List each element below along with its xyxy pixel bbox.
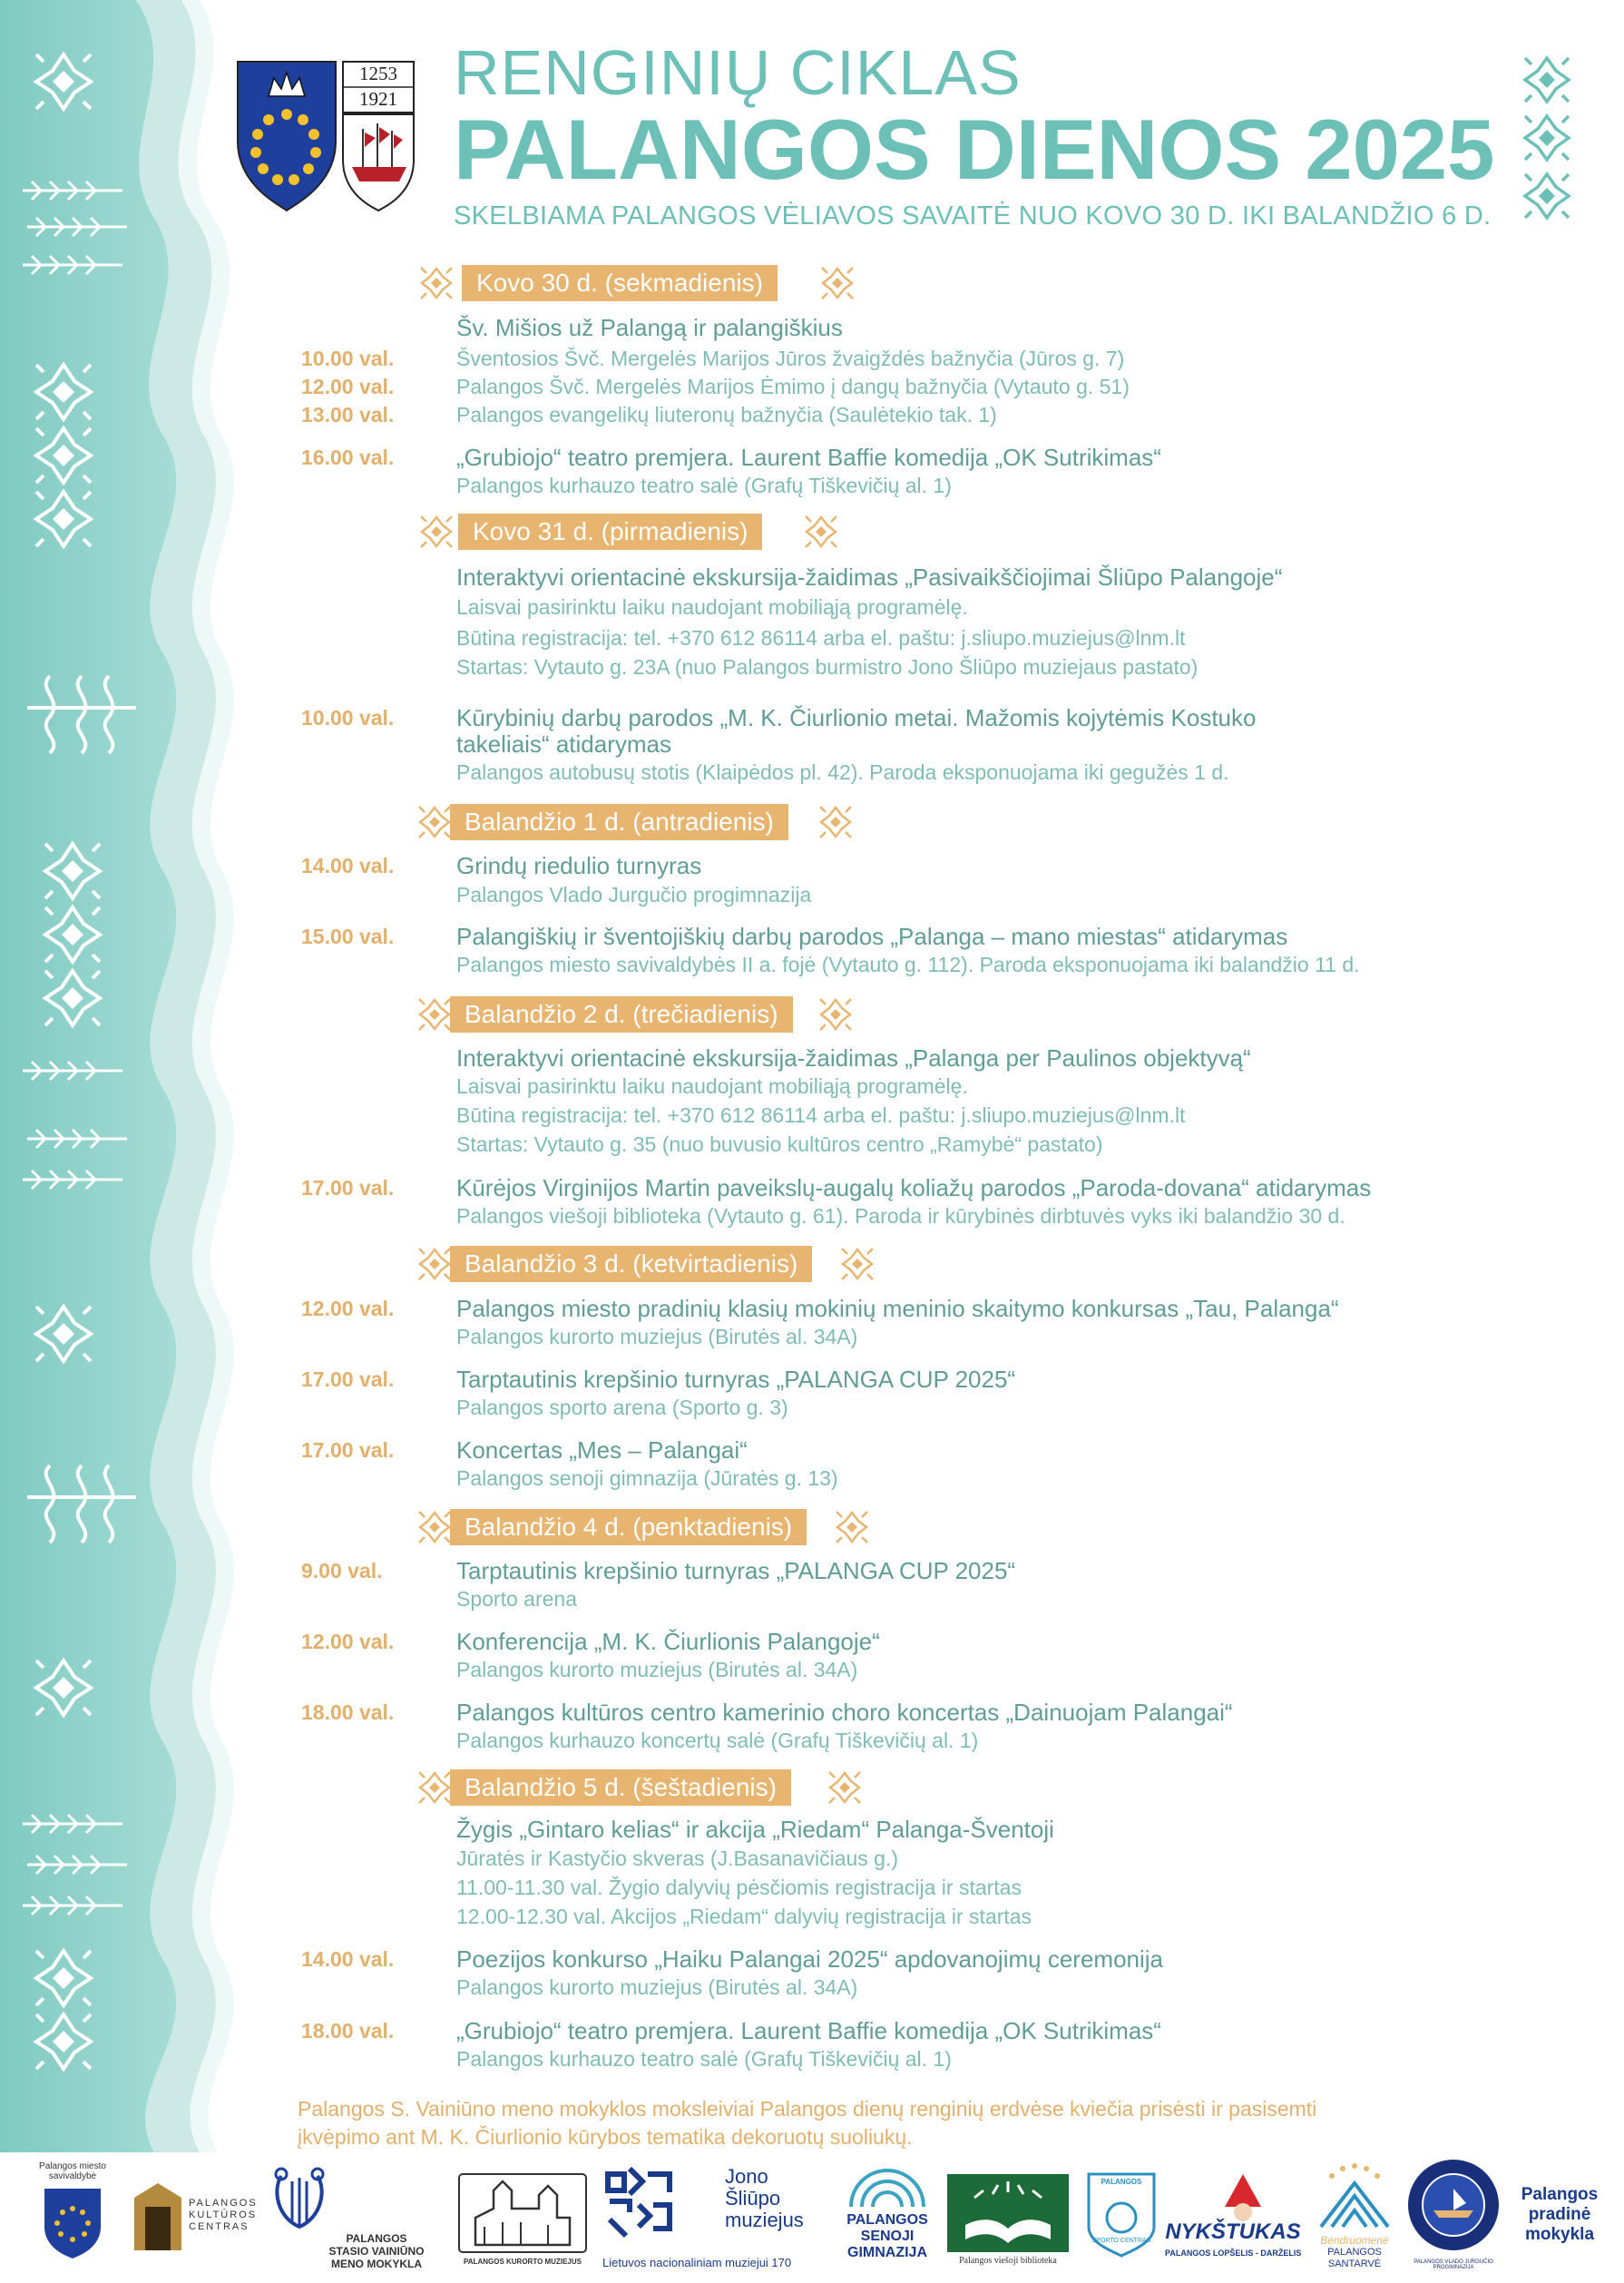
jurgucio-school-logo — [1406, 2158, 1501, 2270]
title-line-2: PALANGOS DIENOS 2025 — [454, 102, 1495, 197]
primary-school-logo — [1510, 2185, 1609, 2258]
municipality-logo — [27, 2161, 118, 2270]
event-registration: Būtina registracija: tel. +370 612 86114 arba el. paštu: j.sliupo.muziejus@lnm.lt — [456, 626, 1186, 650]
gym-line1: PALANGOS — [846, 2212, 928, 2228]
snowflake-icon — [827, 1769, 863, 1806]
santarve-line1: Bendruomenė — [1320, 2234, 1389, 2247]
event-title: Kūrėjos Virginijos Martin paveikslų-augalų koliažų parodos „Paroda-dovana“ atidarymas — [456, 1174, 1372, 1201]
municipality-name: Palangos miesto savivaldybė — [39, 2161, 106, 2181]
event-title: Kūrybinių darbų parodos „M. K. Čiurlionio metai. Mažomis kojytėmis Kostuko — [456, 704, 1257, 731]
day-label: Kovo 30 d. (sekmadienis) — [462, 265, 778, 301]
sliupo-sub: Lietuvos nacionaliniam muziejui 170 — [602, 2256, 792, 2269]
event-location: Palangos kurorto muziejus (Birutės al. 34A) — [456, 1325, 858, 1348]
event-location: Palangos evangelikų liuteronų bažnyčia (Saulėtekio tak. 1) — [456, 403, 997, 426]
snowflake-icon — [416, 804, 453, 840]
event-time: 14.00 val. — [301, 854, 395, 877]
event-title: Interaktyvi orientacinė ekskursija-žaidimas „Pasivaikščiojimai Šliūpo Palangoje“ — [456, 563, 1283, 591]
event-time: 18.00 val. — [301, 2019, 395, 2043]
art-school-line1: PALANGOS — [346, 2232, 407, 2245]
sliupo-museum-logo — [602, 2165, 838, 2274]
snowflake-icon — [416, 1246, 453, 1282]
sport-line2: SPORTO CENTRAS — [1091, 2238, 1151, 2244]
event-location: Palangos viešoji biblioteka (Vytauto g. 61). Paroda ir kūrybinės dirbtuvės vyks iki balandžio 30 d. — [456, 1204, 1345, 1228]
snowflake-icon — [803, 514, 839, 550]
day-label: Balandžio 1 d. (antradienis) — [450, 804, 788, 840]
event-title: Šv. Mišios už Palangą ir palangiškius — [456, 314, 843, 341]
resort-museum-logo — [457, 2172, 588, 2272]
nykstukas-sub: PALANGOS LOPŠELIS - DARŽELIS — [1165, 2249, 1302, 2258]
event-title: Tarptautinis krepšinio turnyras „PALANGA CUP 2025“ — [456, 1557, 1016, 1584]
snowflake-icon — [819, 265, 856, 301]
nykstukas-name: NYKŠTUKAS — [1165, 2219, 1301, 2244]
event-time: 16.00 val. — [301, 446, 395, 469]
event-time: 17.00 val. — [301, 1176, 395, 1200]
event-time: 18.00 val. — [301, 1700, 395, 1724]
event-time: 10.00 val. — [301, 347, 395, 370]
event-time: 12.00 val. — [301, 375, 395, 398]
coat-year-top: 1253 — [359, 63, 397, 84]
santarve-line2: PALANGOS — [1327, 2247, 1382, 2258]
event-title: Palangiškių ir šventojiškių darbų parodos „Palanga – mano miestas“ atidarymas — [456, 923, 1288, 950]
event-time: 9.00 val. — [301, 1559, 383, 1582]
event-title: Poezijos konkurso „Haiku Palangai 2025“ apdovanojimų ceremonija — [456, 1945, 1163, 1973]
event-location: Palangos senoji gimnazija (Jūratės g. 13) — [456, 1466, 838, 1490]
event-location: Palangos miesto savivaldybės II a. fojė (Vytauto g. 112). Paroda eksponuojama iki balandžio 11 d. — [456, 953, 1360, 976]
old-gymnasium-logo — [842, 2165, 933, 2274]
event-location: Palangos kurorto muziejus (Birutės al. 34A) — [456, 1658, 858, 1681]
event-title: Tarptautinis krepšinio turnyras „PALANGA CUP 2025“ — [456, 1366, 1016, 1393]
partner-logos — [0, 2152, 1624, 2283]
day-label: Balandžio 5 d. (šeštadienis) — [450, 1769, 791, 1806]
event-time: 12.00 val. — [301, 1630, 395, 1653]
library-name: Palangos viešoji biblioteka — [959, 2256, 1057, 2266]
event-time: 13.00 val. — [301, 403, 395, 426]
event-time: 15.00 val. — [301, 925, 395, 948]
coat-year-bottom: 1921 — [359, 88, 397, 110]
event-title: Žygis „Gintaro kelias“ ir akcija „Riedam“ Palanga-Šventoji — [456, 1816, 1054, 1843]
museum-name: PALANGOS KURORTO MUZIEJUS — [464, 2258, 582, 2266]
day-label: Balandžio 2 d. (trečiadienis) — [450, 996, 793, 1033]
book-icon — [947, 2174, 1069, 2252]
event-location: Šventosios Švč. Mergelės Marijos Jūros žvaigždės bažnyčia (Jūros g. 7) — [456, 347, 1125, 370]
coat-of-arms — [236, 60, 417, 212]
santarve-icon — [1314, 2161, 1395, 2230]
title-line-1: RENGINIŲ CIKLAS — [454, 37, 1022, 108]
snowflake-icon — [817, 996, 854, 1033]
event-time: 14.00 val. — [301, 1947, 395, 1971]
event-title: Koncertas „Mes – Palangai“ — [456, 1436, 748, 1464]
museum-building-icon — [457, 2172, 588, 2254]
event-location: Sporto arena — [456, 1587, 577, 1611]
art-school-line3: MENO MOKYKLA — [331, 2258, 422, 2270]
event-location: Palangos kurhauzo koncertų salė (Grafų Tiškevičių al. 1) — [456, 1729, 979, 1752]
event-title: „Grubiojo“ teatro premjera. Laurent Baffie komedija „OK Sutrikimas“ — [456, 2017, 1161, 2044]
gym-line3: GIMNAZIJA — [847, 2245, 927, 2260]
jurgucio-name: PALANGOS VLADO JURGUČIO PROGIMNAZIJA — [1414, 2259, 1493, 2270]
event-title: Palangos kultūros centro kamerinio choro koncertas „Dainuojam Palangai“ — [456, 1699, 1233, 1726]
sport-center-logo — [1087, 2172, 1156, 2263]
art-school-logo — [269, 2163, 450, 2272]
event-title: Interaktyvi orientacinė ekskursija-žaidimas „Palanga per Paulinos objektyvą“ — [456, 1044, 1251, 1072]
footer-note: Palangos S. Vainiūno meno mokyklos moksleiviai Palangos dienų renginių erdvėse kviečia prisėsti ir pasisemti įkvėpimo ant M. K. Čiurlionio kūrybos tematika dekoruotų suoliukų. — [298, 2097, 1317, 2149]
snowflake-icon — [834, 1509, 870, 1545]
event-title: Grindų riedulio turnyras — [456, 852, 702, 879]
primary-line1: Palangos — [1521, 2185, 1599, 2204]
snowflake-icon — [817, 804, 854, 840]
day-label: Kovo 31 d. (pirmadienis) — [458, 514, 762, 550]
santarve-logo — [1314, 2161, 1395, 2274]
snowflake-icon — [839, 1246, 876, 1282]
event-location: Palangos kurhauzo teatro salė (Grafų Tiškevičių al. 1) — [456, 2047, 952, 2071]
sliupo-line2: Šliūpo — [725, 2187, 781, 2210]
day-label: Balandžio 4 d. (penktadienis) — [450, 1509, 807, 1545]
event-start: Startas: Vytauto g. 23A (nuo Palangos burmistro Jono Šliūpo muziejaus pastato) — [456, 655, 1198, 679]
sunrise-icon — [842, 2165, 933, 2210]
sport-line1: PALANGOS — [1101, 2178, 1142, 2186]
snowflake-icon — [416, 996, 453, 1033]
subtitle: SKELBIAMA PALANGOS VĖLIAVOS SAVAITĖ NUO KOVO 30 D. IKI BALANDŽIO 6 D. — [454, 201, 1492, 230]
nykstukas-kindergarten-logo — [1165, 2170, 1301, 2270]
primary-line3: mokykla — [1524, 2225, 1595, 2244]
gnome-icon — [1216, 2170, 1270, 2221]
event-time: 10.00 val. — [301, 706, 395, 730]
event-schedule: 12.00-12.30 val. Akcijos „Riedam“ dalyvių registracija ir startas — [456, 1905, 1032, 1928]
event-start: Startas: Vytauto g. 35 (nuo buvusio kultūros centro „Ramybė“ pastato) — [456, 1132, 1103, 1156]
art-school-line2: STASIO VAINIŪNO — [328, 2245, 425, 2258]
event-location: Palangos kurorto muziejus (Birutės al. 34A) — [456, 1975, 858, 1999]
event-time: 12.00 val. — [301, 1297, 395, 1320]
santarve-line3: SANTARVĖ — [1327, 2259, 1382, 2269]
culture-center-logo — [129, 2180, 256, 2270]
snowflake-icon — [416, 1769, 453, 1806]
sliupo-line1: Jono — [725, 2165, 768, 2188]
event-time: 17.00 val. — [301, 1438, 395, 1462]
snowflake-icon — [418, 514, 455, 550]
municipality-shield-icon — [41, 2187, 104, 2259]
event-location: Palangos sporto arena (Sporto g. 3) — [456, 1396, 788, 1419]
event-time: 17.00 val. — [301, 1367, 395, 1391]
event-title: Konferencija „M. K. Čiurlionis Palangoje“ — [456, 1628, 880, 1655]
event-registration: Būtina registracija: tel. +370 612 86114 arba el. paštu: j.sliupo.muziejus@lnm.lt — [456, 1103, 1186, 1127]
event-location: Palangos autobusų stotis (Klaipėdos pl. 42). Paroda eksponuojama iki gegužės 1 d. — [456, 760, 1229, 784]
snowflake-icon — [416, 1509, 453, 1545]
event-location: Palangos kurhauzo teatro salė (Grafų Tiškevičių al. 1) — [456, 474, 952, 497]
primary-line2: pradinė — [1528, 2205, 1591, 2224]
sliupo-museum-icon — [602, 2165, 675, 2238]
culture-center-icon — [129, 2180, 185, 2252]
event-title: Palangos miesto pradinių klasių mokinių meninio skaitymo konkursas „Tau, Palanga“ — [456, 1295, 1339, 1322]
event-location: Jūratės ir Kastyčio skveras (J.Basanavičiaus g.) — [456, 1847, 899, 1870]
sliupo-line3: muziejus — [725, 2209, 804, 2231]
public-library-logo — [947, 2174, 1069, 2274]
event-schedule: 11.00-11.30 val. Žygio dalyvių pėsčiomis registracija ir startas — [456, 1876, 1022, 1899]
event-location: Palangos Švč. Mergelės Marijos Ėmimo į dangų bažnyčia (Vytauto g. 51) — [456, 375, 1130, 398]
jurgucio-school-icon — [1406, 2158, 1501, 2252]
event-location: Palangos Vlado Jurgučio progimnazija — [456, 883, 812, 906]
event-title-cont: takeliais“ atidarymas — [456, 730, 671, 758]
event-title: „Grubiojo“ teatro premjera. Laurent Baffie komedija „OK Sutrikimas“ — [456, 444, 1161, 471]
event-location: Laisvai pasirinktu laiku naudojant mobiliąją programėlę. — [456, 1074, 968, 1098]
day-label: Balandžio 3 d. (ketvirtadienis) — [450, 1246, 812, 1282]
culture-center-name: PALANGOS KULTŪROS CENTRAS — [189, 2198, 258, 2232]
event-location: Laisvai pasirinktu laiku naudojant mobiliąją programėlę. — [456, 595, 968, 619]
gym-line2: SENOJI — [860, 2229, 915, 2244]
